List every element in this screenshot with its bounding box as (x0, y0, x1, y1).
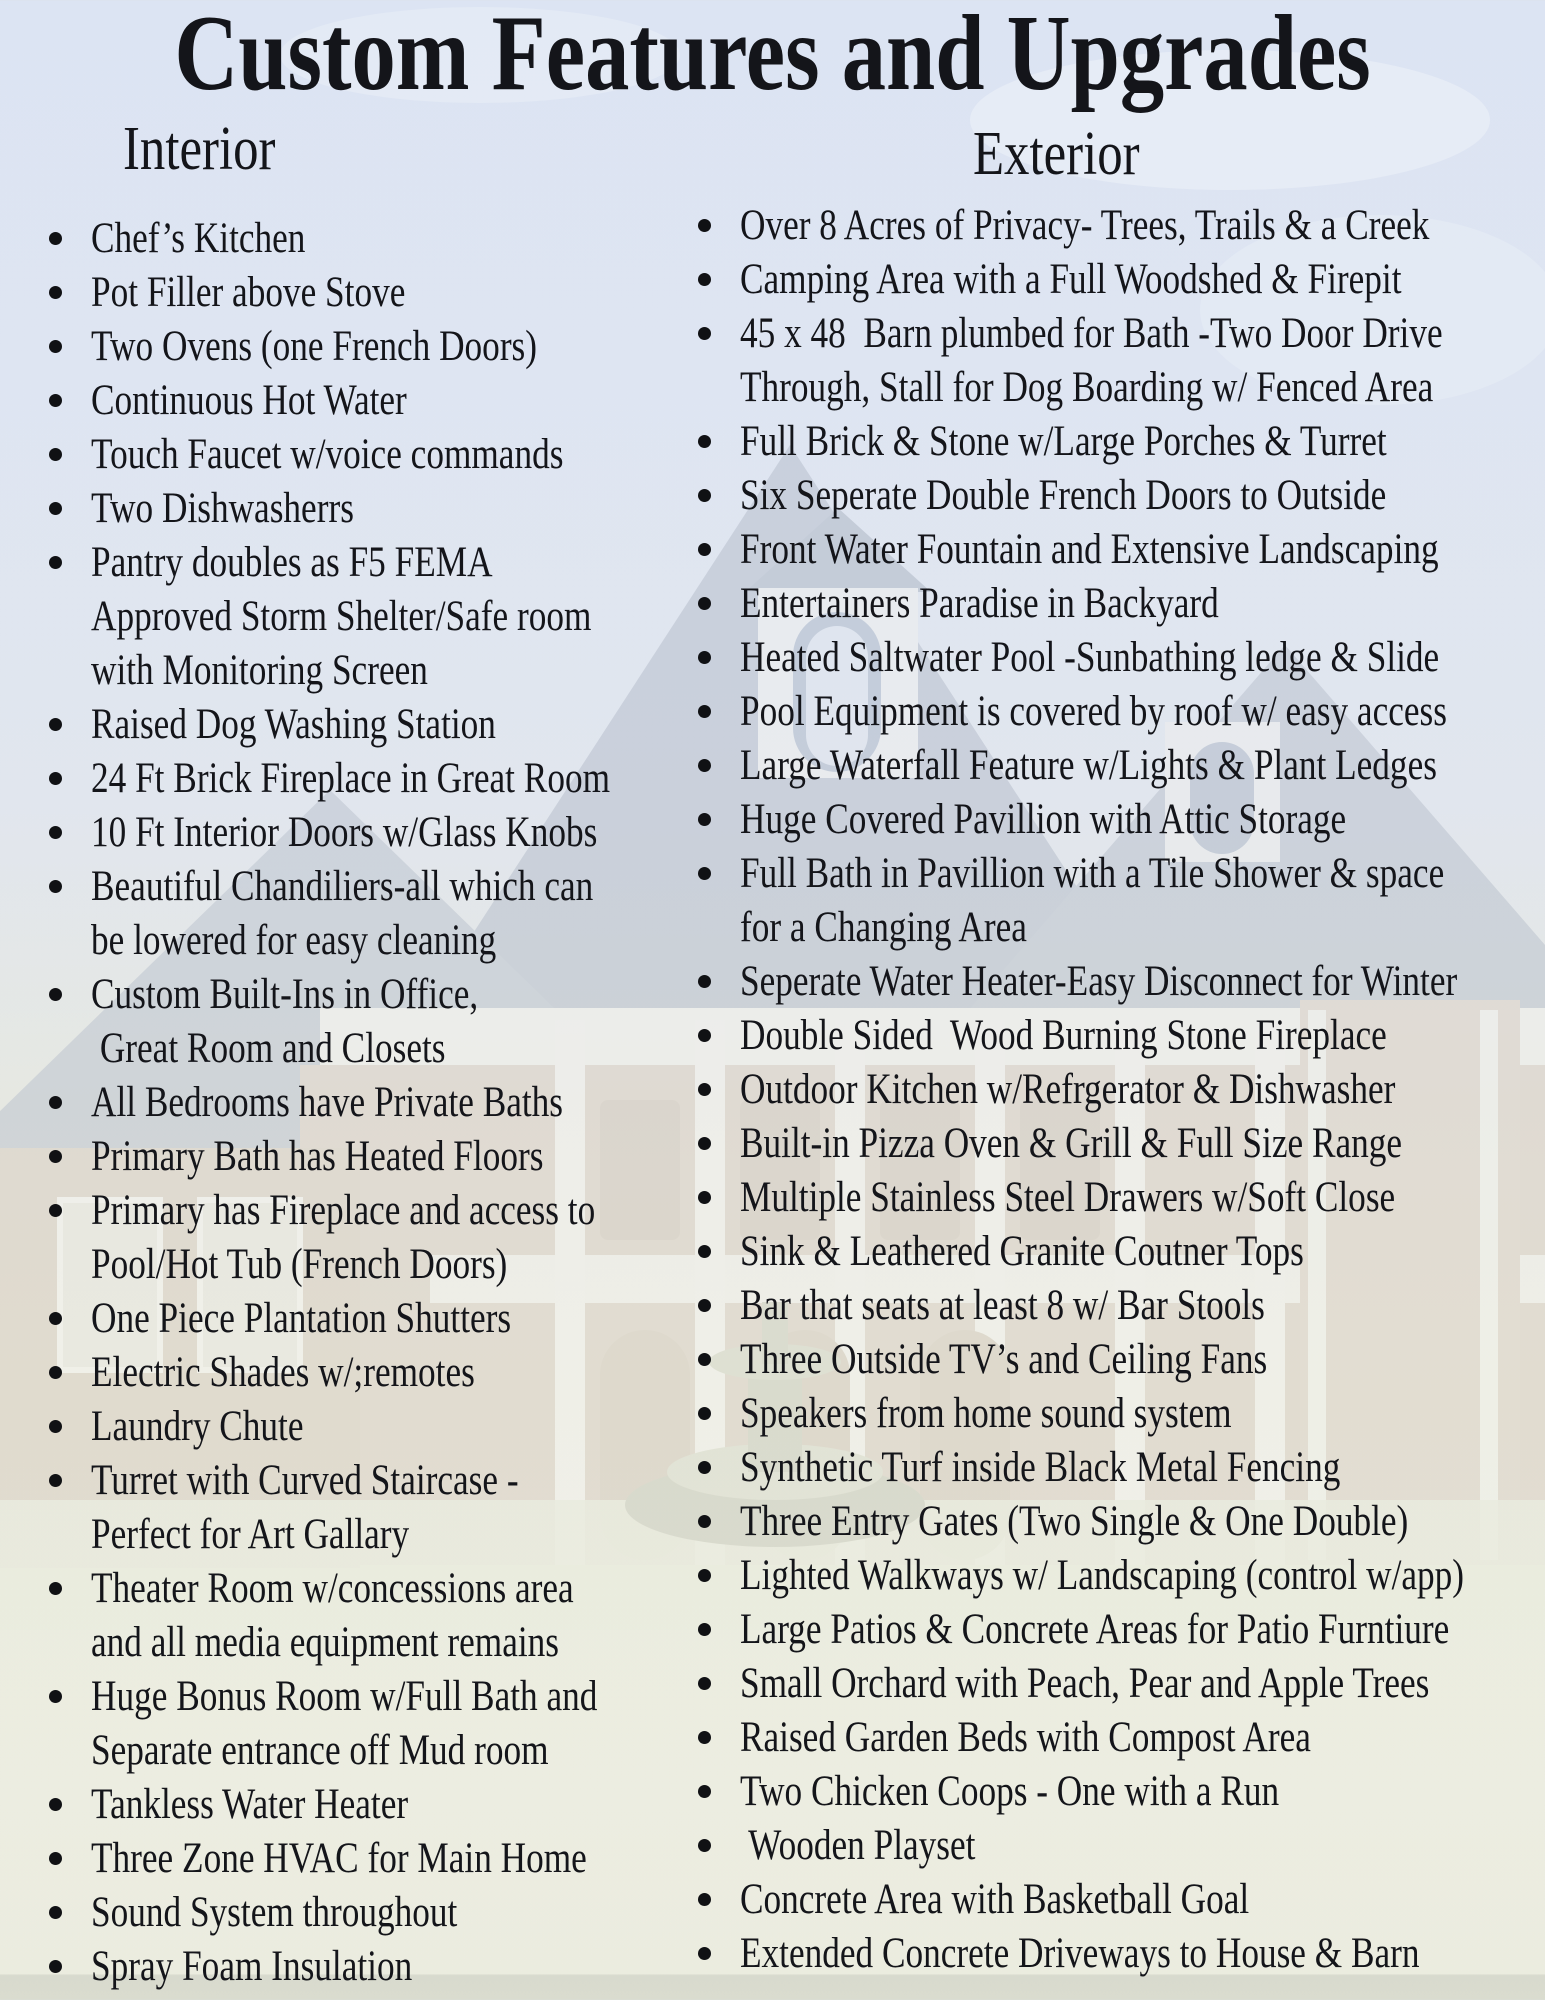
bullet-icon (49, 880, 62, 893)
list-item (696, 1387, 1545, 1441)
bullet-icon (49, 718, 62, 731)
feature-text: Pool Equipment is covered by roof w/ easy access (740, 688, 1447, 735)
feature-text: Touch Faucet w/voice commands (91, 431, 564, 478)
list-item (696, 199, 1545, 253)
bullet-icon (698, 543, 711, 556)
bullet-icon (698, 273, 711, 286)
bullet-icon (698, 327, 711, 340)
list-item (696, 1603, 1545, 1657)
feature-text: Large Waterfall Feature w/Lights & Plant Ledges (740, 742, 1437, 789)
list-item (696, 1819, 1545, 1873)
feature-text: Built-in Pizza Oven & Grill & Full Size Range (740, 1120, 1403, 1167)
list-item (47, 428, 747, 482)
feature-text: 10 Ft Interior Doors w/Glass Knobs (91, 809, 598, 856)
feature-text: Raised Garden Beds with Compost Area (740, 1714, 1311, 1761)
feature-text: Spray Foam Insulation (91, 1943, 413, 1990)
feature-text: Separate entrance off Mud room (91, 1727, 549, 1774)
list-item (47, 1778, 747, 1832)
feature-text: Huge Covered Pavillion with Attic Storage (740, 796, 1347, 843)
feature-text: One Piece Plantation Shutters (91, 1295, 512, 1342)
list-item (696, 523, 1545, 577)
bullet-icon (698, 1785, 711, 1798)
bullet-icon (698, 705, 711, 718)
bullet-icon (49, 1150, 62, 1163)
bullet-icon (49, 502, 62, 515)
feature-text: Two Dishwasherrs (91, 485, 354, 532)
feature-text: 45 x 48 Barn plumbed for Bath -Two Door Drive (740, 310, 1443, 357)
feature-text: Entertainers Paradise in Backyard (740, 580, 1219, 627)
bullet-icon (49, 340, 62, 353)
feature-text: Lighted Walkways w/ Landscaping (control w/app) (740, 1552, 1465, 1599)
list-item (47, 1886, 747, 1940)
feature-text: Over 8 Acres of Privacy- Trees, Trails & a Creek (740, 202, 1430, 249)
list-item (47, 860, 747, 968)
list-item (47, 212, 747, 266)
feature-text: Continuous Hot Water (91, 377, 407, 424)
list-item (696, 415, 1545, 469)
list-item (47, 1292, 747, 1346)
bullet-icon (49, 1906, 62, 1919)
feature-text: Large Patios & Concrete Areas for Patio Furntiure (740, 1606, 1450, 1653)
feature-text: Two Ovens (one French Doors) (91, 323, 538, 370)
list-item (696, 685, 1545, 739)
bullet-icon (49, 1474, 62, 1487)
feature-text: Wooden Playset (740, 1822, 976, 1869)
column-header-exterior: Exterior (973, 120, 1140, 188)
list-item (696, 631, 1545, 685)
list-item (696, 577, 1545, 631)
bullet-icon (698, 597, 711, 610)
list-item (47, 1400, 747, 1454)
list-item (696, 1441, 1545, 1495)
feature-text: Concrete Area with Basketball Goal (740, 1876, 1250, 1923)
feature-text: Seperate Water Heater-Easy Disconnect for Winter (740, 958, 1458, 1005)
bullet-icon (49, 1366, 62, 1379)
feature-text: Electric Shades w/;remotes (91, 1349, 475, 1396)
list-item (696, 1765, 1545, 1819)
bullet-icon (698, 1677, 711, 1690)
bullet-icon (698, 813, 711, 826)
feature-text: Beautiful Chandiliers-all which can (91, 863, 594, 910)
list-item (696, 739, 1545, 793)
feature-text: Pantry doubles as F5 FEMA (91, 539, 493, 586)
list-item (47, 1130, 747, 1184)
list-item (47, 968, 747, 1076)
bullet-icon (698, 975, 711, 988)
feature-text: be lowered for easy cleaning (91, 917, 497, 964)
bullet-icon (49, 286, 62, 299)
bullet-icon (698, 1245, 711, 1258)
list-item (47, 698, 747, 752)
feature-text: All Bedrooms have Private Baths (91, 1079, 564, 1126)
bullet-icon (698, 1947, 711, 1960)
list-item (696, 1657, 1545, 1711)
bullet-icon (49, 1582, 62, 1595)
feature-text: Perfect for Art Gallary (91, 1511, 410, 1558)
bullet-icon (49, 1960, 62, 1973)
list-item (696, 1549, 1545, 1603)
bullet-icon (49, 232, 62, 245)
feature-text: Three Outside TV’s and Ceiling Fans (740, 1336, 1268, 1383)
bullet-icon (49, 1852, 62, 1865)
bullet-icon (698, 219, 711, 232)
list-item (47, 374, 747, 428)
feature-text: Three Entry Gates (Two Single & One Double) (740, 1498, 1409, 1545)
bullet-icon (49, 1096, 62, 1109)
list-item (696, 1495, 1545, 1549)
bullet-icon (49, 1204, 62, 1217)
feature-text: Great Room and Closets (91, 1025, 446, 1072)
bullet-icon (698, 1623, 711, 1636)
feature-text: Huge Bonus Room w/Full Bath and (91, 1673, 598, 1720)
page-title (0, 0, 1545, 113)
bullet-icon (49, 1420, 62, 1433)
bullet-icon (698, 1839, 711, 1852)
feature-text: Speakers from home sound system (740, 1390, 1232, 1437)
bullet-icon (698, 1569, 711, 1582)
list-item (47, 1454, 747, 1562)
bullet-icon (698, 867, 711, 880)
bullet-icon (49, 556, 62, 569)
feature-text: for a Changing Area (740, 904, 1027, 951)
list-item (47, 320, 747, 374)
list-item (47, 266, 747, 320)
list-item (696, 1711, 1545, 1765)
list-item (47, 1562, 747, 1670)
feature-text: and all media equipment remains (91, 1619, 560, 1666)
list-item (696, 1171, 1545, 1225)
feature-text: Sink & Leathered Granite Coutner Tops (740, 1228, 1304, 1275)
bullet-icon (698, 1299, 711, 1312)
exterior-feature-list (696, 199, 1545, 1981)
list-item (696, 1009, 1545, 1063)
bullet-icon (49, 826, 62, 839)
interior-feature-list (47, 212, 747, 1994)
list-item (696, 955, 1545, 1009)
feature-text: Three Zone HVAC for Main Home (91, 1835, 587, 1882)
bullet-icon (698, 1029, 711, 1042)
bullet-icon (49, 1312, 62, 1325)
feature-text: Theater Room w/concessions area (91, 1565, 574, 1612)
list-item (47, 1184, 747, 1292)
feature-text: Front Water Fountain and Extensive Landscaping (740, 526, 1439, 573)
list-item (696, 1333, 1545, 1387)
feature-text: Outdoor Kitchen w/Refrgerator & Dishwasher (740, 1066, 1396, 1113)
bullet-icon (698, 1515, 711, 1528)
feature-text: Pool/Hot Tub (French Doors) (91, 1241, 508, 1288)
bullet-icon (698, 1731, 711, 1744)
feature-text: Turret with Curved Staircase - (91, 1457, 519, 1504)
feature-text: Multiple Stainless Steel Drawers w/Soft Close (740, 1174, 1396, 1221)
bullet-icon (698, 489, 711, 502)
feature-text: Tankless Water Heater (91, 1781, 409, 1828)
bullet-icon (49, 1798, 62, 1811)
bullet-icon (698, 435, 711, 448)
feature-text: Full Bath in Pavillion with a Tile Shower & space (740, 850, 1445, 897)
bullet-icon (49, 988, 62, 1001)
bullet-icon (698, 1083, 711, 1096)
column-header-interior: Interior (123, 115, 276, 183)
feature-text: Raised Dog Washing Station (91, 701, 496, 748)
feature-text: with Monitoring Screen (91, 647, 428, 694)
list-item (47, 1346, 747, 1400)
feature-text: Custom Built-Ins in Office, (91, 971, 479, 1018)
list-item (47, 536, 747, 698)
list-item (47, 752, 747, 806)
bullet-icon (698, 1461, 711, 1474)
feature-text: Heated Saltwater Pool -Sunbathing ledge & Slide (740, 634, 1440, 681)
feature-text: Through, Stall for Dog Boarding w/ Fenced Area (740, 364, 1434, 411)
list-item (696, 1873, 1545, 1927)
list-item (696, 847, 1545, 955)
list-item (696, 307, 1545, 415)
feature-text: Laundry Chute (91, 1403, 304, 1450)
feature-text: Full Brick & Stone w/Large Porches & Turret (740, 418, 1387, 465)
feature-text: Primary Bath has Heated Floors (91, 1133, 544, 1180)
list-item (47, 1076, 747, 1130)
list-item (696, 1279, 1545, 1333)
feature-text: Sound System throughout (91, 1889, 458, 1936)
feature-text: Six Seperate Double French Doors to Outside (740, 472, 1387, 519)
list-item (696, 1927, 1545, 1981)
bullet-icon (49, 448, 62, 461)
list-item (696, 1117, 1545, 1171)
page-title-text: Custom Features and Upgrades (174, 0, 1371, 113)
bullet-icon (49, 394, 62, 407)
list-item (696, 469, 1545, 523)
bullet-icon (698, 1353, 711, 1366)
feature-text: Approved Storm Shelter/Safe room (91, 593, 592, 640)
bullet-icon (698, 1137, 711, 1150)
feature-text: Chef’s Kitchen (91, 215, 306, 262)
list-item (696, 253, 1545, 307)
feature-text: Pot Filler above Stove (91, 269, 406, 316)
list-item (696, 1225, 1545, 1279)
feature-text: Primary has Fireplace and access to (91, 1187, 596, 1234)
bullet-icon (698, 651, 711, 664)
feature-text: Double Sided Wood Burning Stone Fireplace (740, 1012, 1387, 1059)
bullet-icon (698, 1407, 711, 1420)
feature-text: 24 Ft Brick Fireplace in Great Room (91, 755, 611, 802)
list-item (47, 1832, 747, 1886)
feature-text: Bar that seats at least 8 w/ Bar Stools (740, 1282, 1265, 1329)
bullet-icon (698, 1893, 711, 1906)
feature-text: Camping Area with a Full Woodshed & Firepit (740, 256, 1402, 303)
feature-text: Synthetic Turf inside Black Metal Fencing (740, 1444, 1341, 1491)
list-item (696, 1063, 1545, 1117)
list-item (47, 482, 747, 536)
feature-text: Two Chicken Coops - One with a Run (740, 1768, 1280, 1815)
bullet-icon (698, 1191, 711, 1204)
list-item (47, 1940, 747, 1994)
list-item (47, 806, 747, 860)
list-item (47, 1670, 747, 1778)
bullet-icon (49, 1690, 62, 1703)
bullet-icon (698, 759, 711, 772)
feature-text: Small Orchard with Peach, Pear and Apple Trees (740, 1660, 1430, 1707)
list-item (696, 793, 1545, 847)
bullet-icon (49, 772, 62, 785)
feature-text: Extended Concrete Driveways to House & Barn (740, 1930, 1420, 1977)
